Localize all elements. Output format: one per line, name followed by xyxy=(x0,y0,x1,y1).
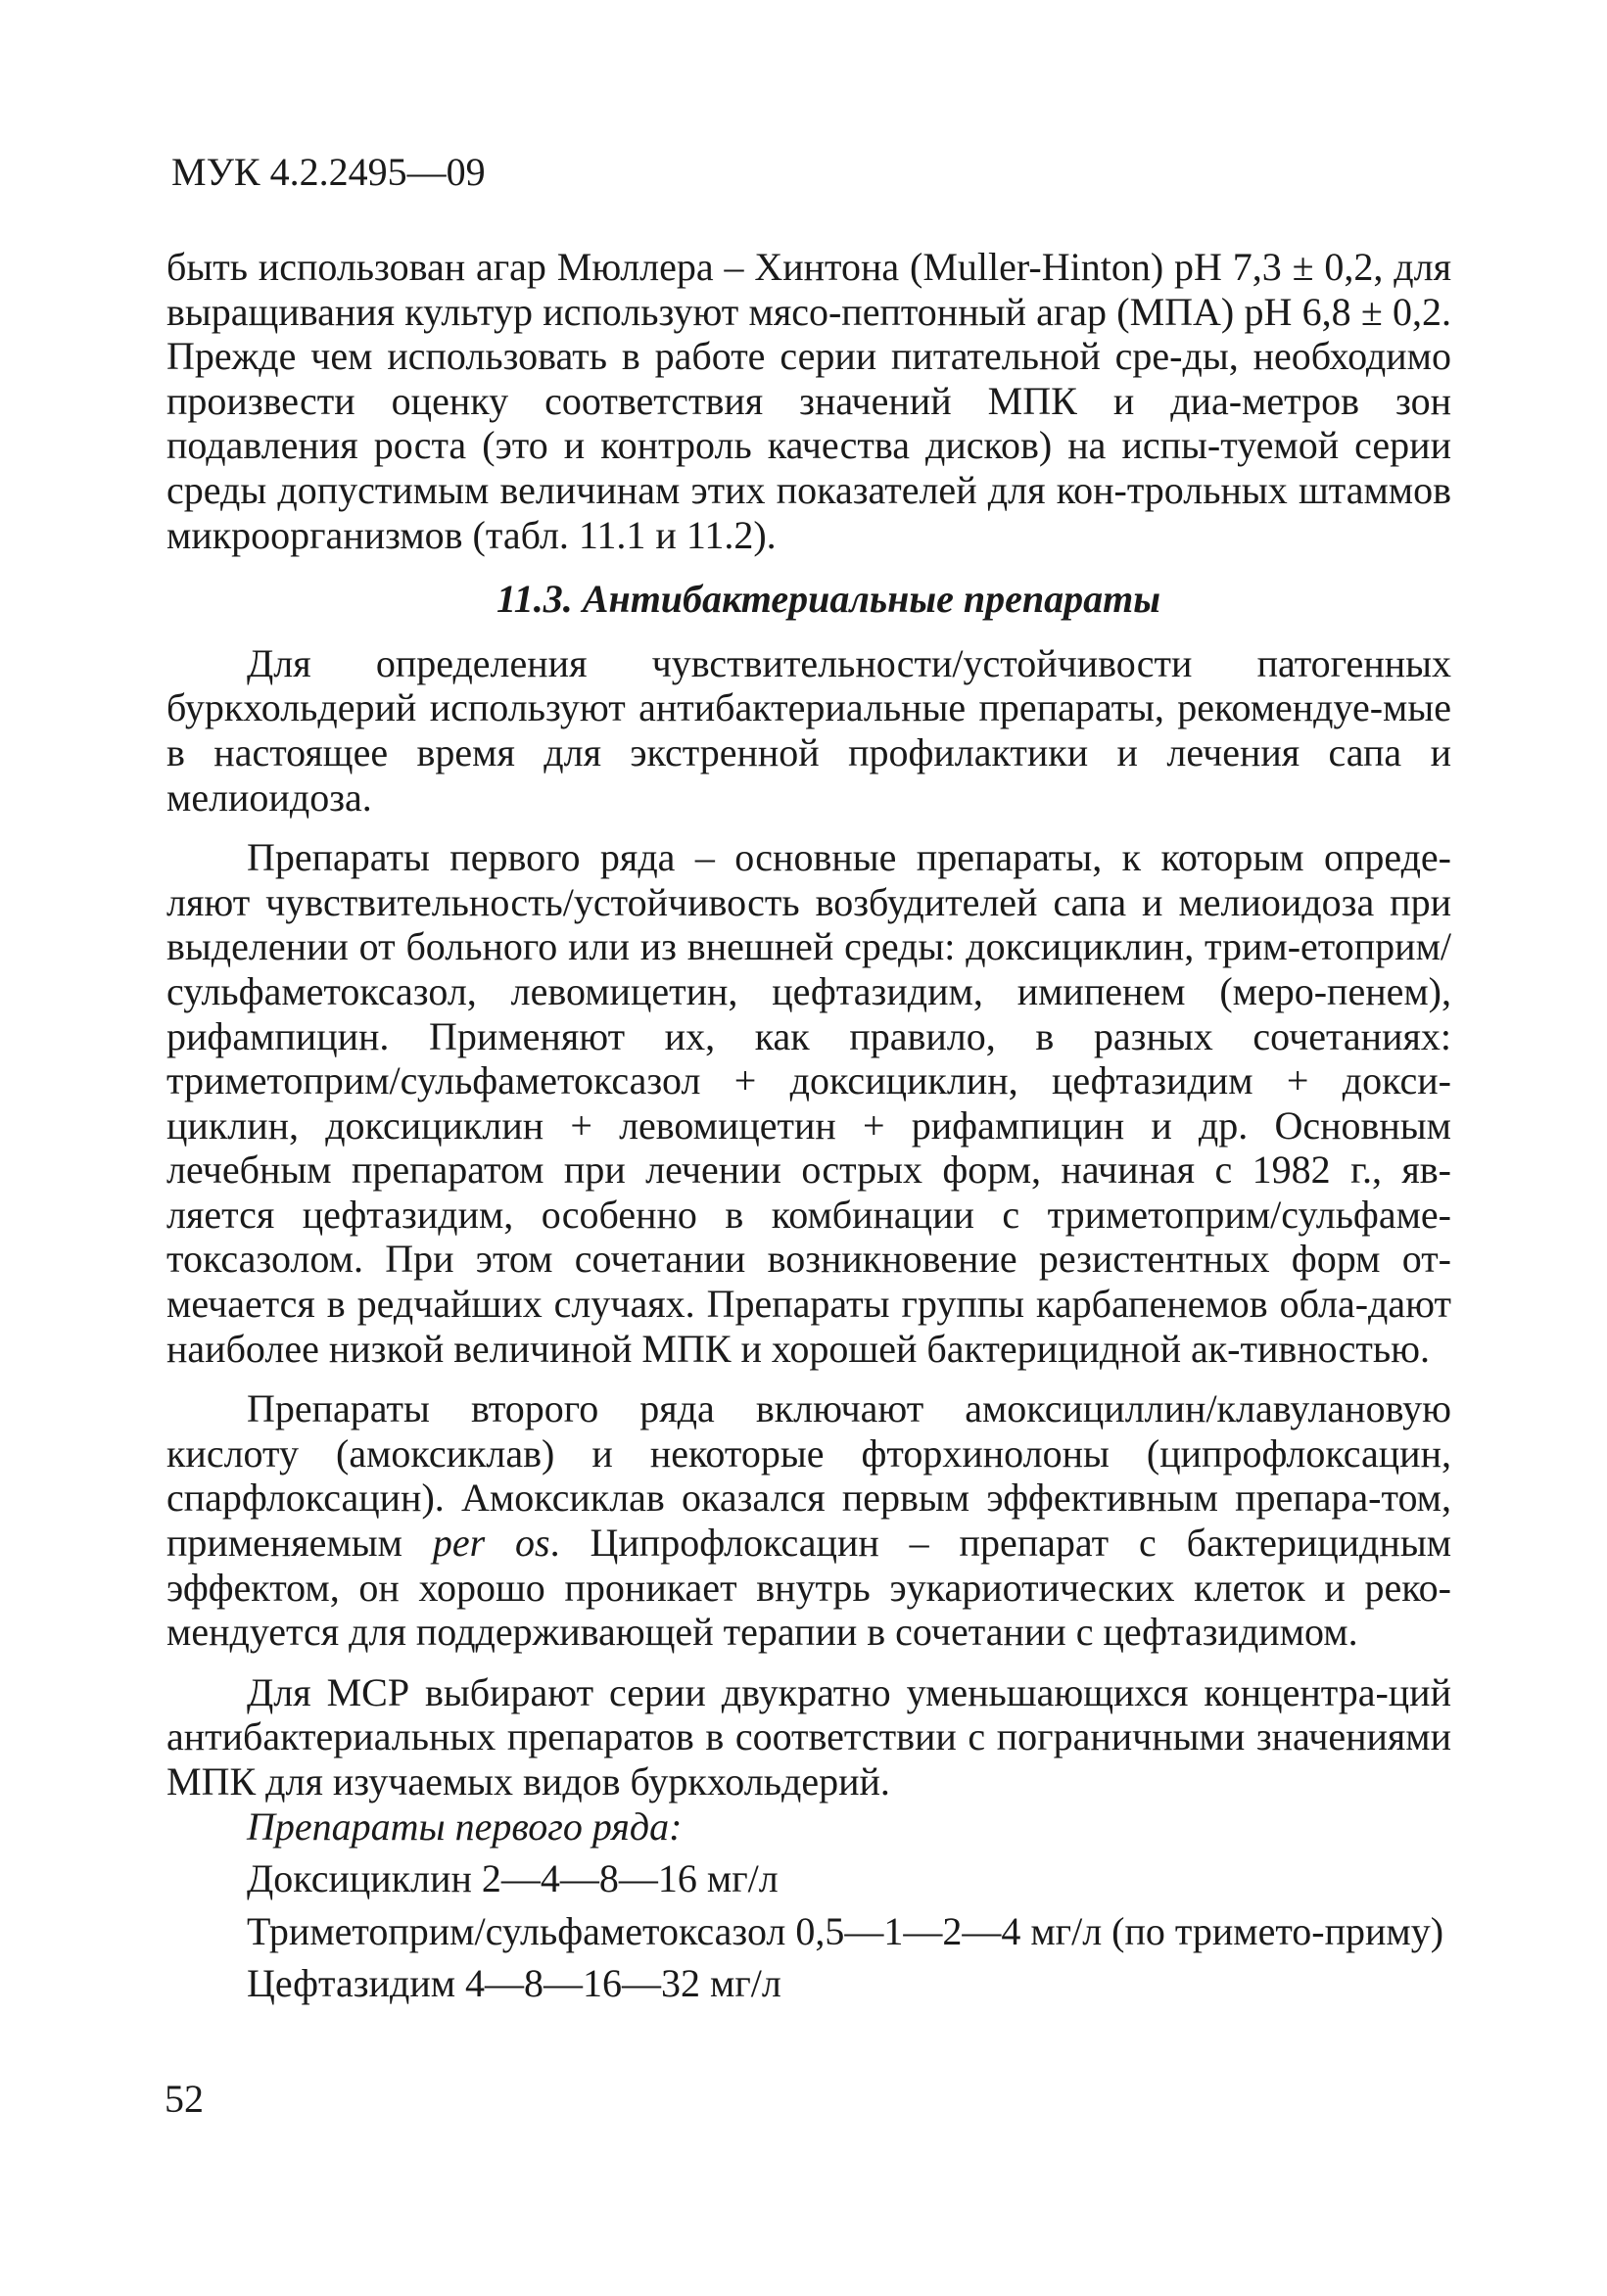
paragraph-first-line: Препараты первого ряда – основные препараты, к которым опреде-ляют чувствительность/устойчивость возбудителей сапа и мелиоидоза при выделении от больного или из внешней среды: доксициклин, трим-етоприм/сульфаметоксазол, левомицетин, цефтазидим, имипенем (меро-пенем), рифампицин. Применяют их, как правило, в разных сочетаниях: триметоприм/сульфаметоксазол + доксициклин, цефтазидим + докси-циклин, доксициклин + левомицетин + рифампицин и др. Основным лечебным препаратом при лечении острых форм, начиная с 1982 г., яв-ляется цефтазидим, особенно в комбинации с триметоприм/сульфаме-токсазолом. При этом сочетании возникновение резистентных форм от-мечается в редчайших случаях. Препараты группы карбапенемов обла-дают наиболее низкой величиной МПК и хорошей бактерицидной ак-тивностью. xyxy=(166,835,1451,1371)
paragraph-second-line-end: . Ципрофлоксацин – препарат с бактерицидным эффектом, он хорошо проникает внутрь эукариотических клеток и реко-мендуется для поддерживающей терапии в сочетании с цефтазидимом. xyxy=(166,1521,1452,1655)
drug-dose-line: Цефтазидим 4—8—16—32 мг/л xyxy=(247,1961,781,2006)
drug-dose-line: Доксициклин 2—4—8—16 мг/л xyxy=(247,1856,779,1901)
paragraph-continuation: быть использован агар Мюллера – Хинтона (Muller-Hinton) pH 7,3 ± 0,2, для выращивания культур используют мясо-пептонный агар (МПА) pH 6,8 ± 0,2. Прежде чем использовать в работе серии питательной сре-ды, необходимо произвести оценку соответствия значений МПК и диа-метров зон подавления роста (это и контроль качества дисков) на испы-туемой серии среды допустимым величинам этих показателей для кон-трольных штаммов микроорганизмов (табл. 11.1 и 11.2). xyxy=(166,245,1452,557)
page-number: 52 xyxy=(165,2077,204,2121)
paragraph-mcr: Для МСР выбирают серии двукратно уменьшающихся концентра-ций антибактериальных препаратов в соответствии с пограничными значениями МПК для изучаемых видов буркхольдерий. xyxy=(166,1669,1451,1804)
drug-list-heading: Препараты первого ряда: xyxy=(247,1804,683,1849)
paragraph-second-line xyxy=(166,1386,1451,1655)
running-header: МУК 4.2.2495—09 xyxy=(171,150,486,194)
paragraph-second-line-start: Препараты второго ряда включают амоксициллин/клавулановую кислоту (амоксиклав) и некоторые фторхинолоны (ципрофлоксацин, спарфлоксацин). Амоксиклав оказался первым эффективным препара-том, применяемым xyxy=(166,1386,1451,1566)
section-heading: 11.3. Антибактериальные препараты xyxy=(496,577,1160,622)
body-text xyxy=(166,245,1451,2006)
paragraph-intro: Для определения чувствительности/устойчивости патогенных буркхольдерий используют антибактериальные препараты, рекомендуе-мые в настоящее время для экстренной профилактики и лечения сапа и мелиоидоза. xyxy=(166,640,1451,820)
drug-dose-line: Триметоприм/сульфаметоксазол 0,5—1—2—4 мг/л (по тримето-приму) xyxy=(247,1908,1444,1953)
latin-term: per os xyxy=(432,1521,550,1566)
